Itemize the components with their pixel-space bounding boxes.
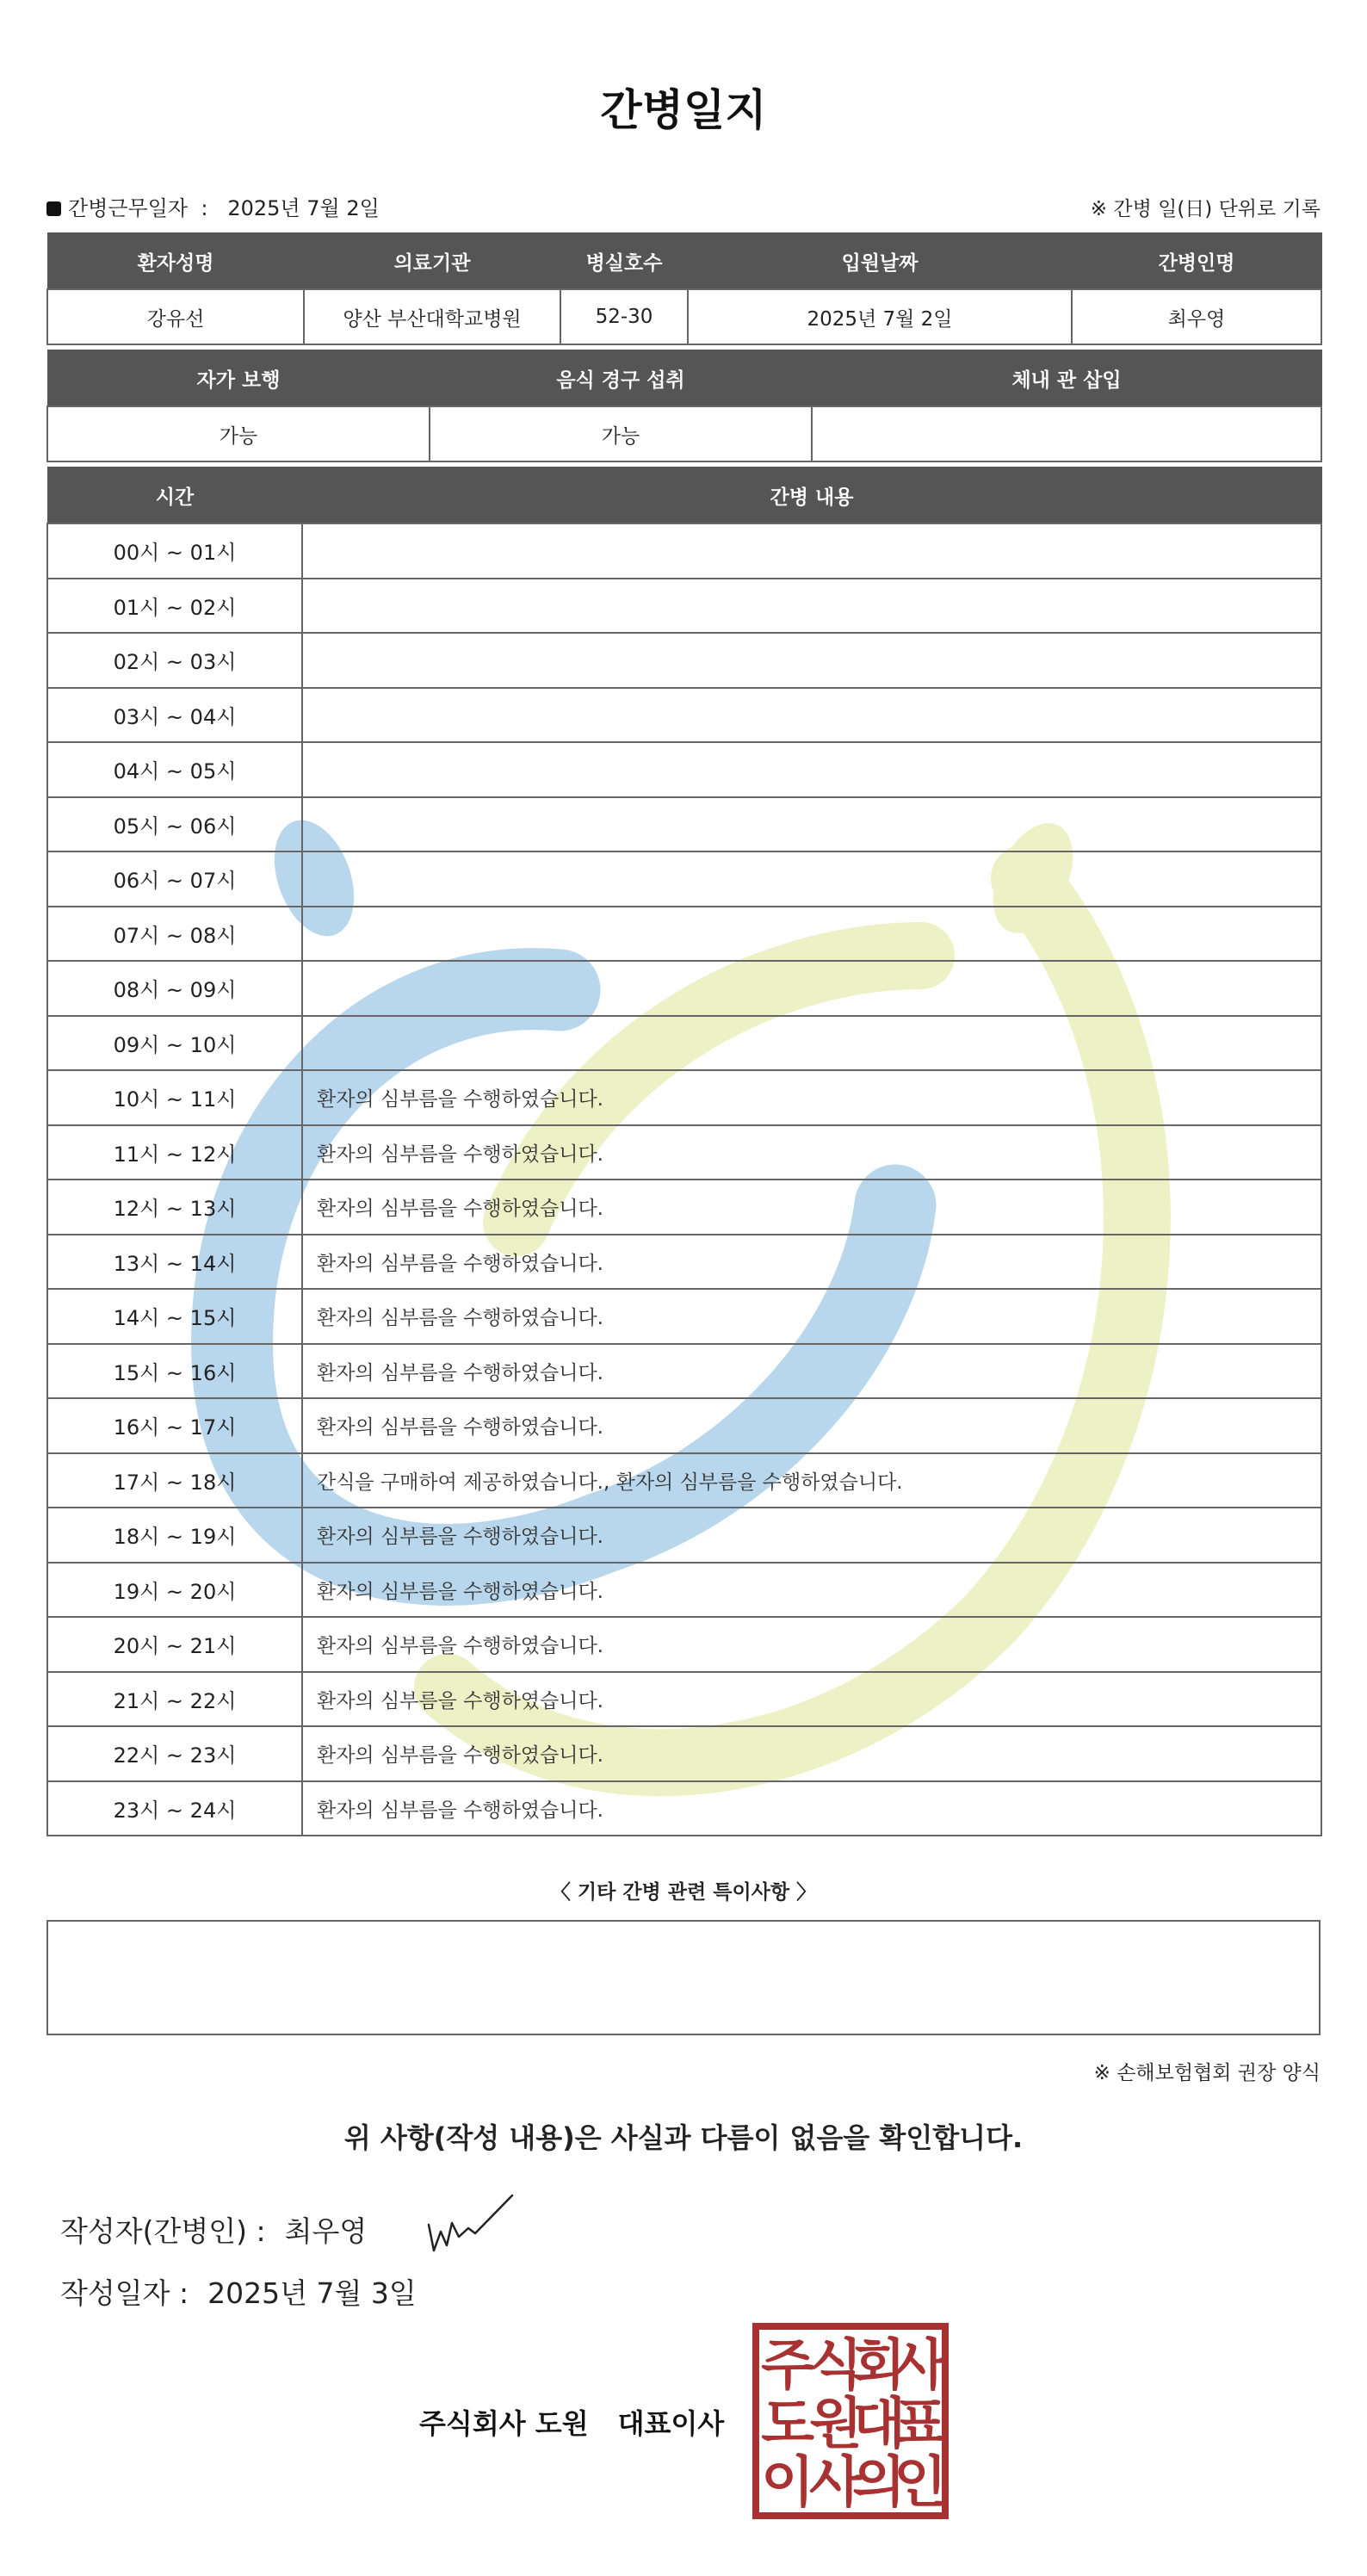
time-cell: 10시 ~ 11시 [47, 1070, 302, 1125]
special-notes-box [46, 1920, 1321, 2035]
work-date-separator: : [201, 196, 208, 220]
header-room-number: 병실호수 [560, 233, 688, 290]
svg-text:사: 사 [809, 2451, 863, 2515]
author-line [60, 2209, 367, 2250]
schedule-row [47, 1289, 1321, 1344]
schedule-header-row [47, 468, 1321, 524]
time-cell: 01시 ~ 02시 [47, 579, 302, 634]
time-cell: 03시 ~ 04시 [47, 688, 302, 743]
tube-insertion-value [812, 406, 1321, 461]
schedule-row [47, 1617, 1321, 1672]
care-content-cell: 환자의 심부름을 수행하였습니다. [302, 1289, 1321, 1344]
time-cell: 00시 ~ 01시 [47, 523, 302, 579]
oral-intake-value: 가능 [430, 406, 812, 461]
schedule-row [47, 1672, 1321, 1727]
company-name: 주식회사 도원 [419, 2407, 589, 2440]
work-date-label: 간병근무일자 [68, 196, 189, 220]
care-content-cell: 환자의 심부름을 수행하였습니다. [302, 1726, 1321, 1781]
schedule-row [47, 1563, 1321, 1618]
svg-text:표: 표 [894, 2393, 947, 2456]
patient-info-header-row [47, 233, 1321, 290]
work-date-line [46, 191, 380, 221]
care-content-cell: 환자의 심부름을 수행하였습니다. [302, 1235, 1321, 1290]
svg-text:의: 의 [852, 2451, 906, 2515]
care-content-cell [302, 742, 1321, 797]
company-title: 대표이사 [617, 2407, 725, 2440]
care-content-cell: 환자의 심부름을 수행하였습니다. [302, 1070, 1321, 1125]
svg-text:회: 회 [852, 2334, 906, 2398]
schedule-row [47, 797, 1321, 852]
schedule-row [47, 1344, 1321, 1399]
header-hospital: 의료기관 [304, 233, 560, 290]
care-content-cell: 환자의 심부름을 수행하였습니다. [302, 1180, 1321, 1235]
svg-text:인: 인 [894, 2451, 947, 2515]
time-cell: 20시 ~ 21시 [47, 1617, 302, 1672]
care-content-cell: 환자의 심부름을 수행하였습니다. [302, 1125, 1321, 1180]
care-content-cell: 환자의 심부름을 수행하였습니다. [302, 1563, 1321, 1618]
schedule-row [47, 1398, 1321, 1453]
company-seal [752, 2322, 949, 2520]
page-title: 간병일지 [600, 85, 767, 135]
schedule-row [47, 1508, 1321, 1563]
care-content-cell: 환자의 심부름을 수행하였습니다. [302, 1617, 1321, 1672]
header-care-content: 간병 내용 [302, 468, 1321, 524]
schedule-row [47, 1726, 1321, 1781]
svg-text:주: 주 [761, 2334, 814, 2398]
care-content-cell: 간식을 구매하여 제공하였습니다., 환자의 심부름을 수행하였습니다. [302, 1453, 1321, 1508]
schedule-row [47, 1235, 1321, 1290]
header-admission-date: 입원날짜 [688, 233, 1072, 290]
schedule-row [47, 579, 1321, 634]
author-name: 최우영 [284, 2214, 368, 2248]
schedule-row [47, 1016, 1321, 1071]
schedule-row [47, 688, 1321, 743]
time-cell: 02시 ~ 03시 [47, 633, 302, 688]
care-content-cell: 환자의 심부름을 수행하였습니다. [302, 1781, 1321, 1836]
care-content-cell [302, 688, 1321, 743]
work-date-value: 2025년 7월 2일 [227, 196, 380, 220]
ability-value-row [47, 406, 1321, 461]
header-oral-intake: 음식 경구 섭취 [430, 350, 812, 407]
self-walking-value: 가능 [47, 406, 430, 461]
recommendation-note: ※ 손해보험협회 권장 양식 [1093, 2062, 1321, 2084]
written-date-line [60, 2271, 417, 2312]
time-cell: 22시 ~ 23시 [47, 1726, 302, 1781]
time-cell: 13시 ~ 14시 [47, 1235, 302, 1290]
confirmation-statement: 위 사항(작성 내용)은 사실과 다름이 없음을 확인합니다. [343, 2121, 1024, 2154]
schedule-row [47, 633, 1321, 688]
time-cell: 07시 ~ 08시 [47, 907, 302, 962]
time-cell: 18시 ~ 19시 [47, 1508, 302, 1563]
company-signature-line [419, 2402, 724, 2442]
time-cell: 12시 ~ 13시 [47, 1180, 302, 1235]
care-content-cell [302, 797, 1321, 852]
patient-name-value: 강유선 [47, 289, 304, 344]
svg-text:대: 대 [852, 2393, 906, 2456]
svg-text:이: 이 [761, 2451, 814, 2515]
hospital-value: 양산 부산대학교병원 [304, 289, 560, 344]
special-notes-heading: 〈 기타 간병 관련 특이사항 〉 [550, 1881, 817, 1904]
care-content-cell [302, 961, 1321, 1016]
square-bullet-icon [46, 201, 61, 216]
patient-info-table [46, 232, 1322, 345]
unit-note: ※ 간병 일(日) 단위로 기록 [1090, 198, 1321, 220]
time-cell: 21시 ~ 22시 [47, 1672, 302, 1727]
svg-text:원: 원 [809, 2393, 863, 2456]
author-label: 작성자(간병인) : [60, 2214, 266, 2248]
time-cell: 09시 ~ 10시 [47, 1016, 302, 1071]
care-content-cell [302, 907, 1321, 962]
schedule-row [47, 1781, 1321, 1836]
schedule-row [47, 1070, 1321, 1125]
svg-text:식: 식 [809, 2334, 863, 2398]
time-cell: 11시 ~ 12시 [47, 1125, 302, 1180]
care-content-cell [302, 851, 1321, 907]
header-caregiver-name: 간병인명 [1072, 233, 1321, 290]
time-cell: 04시 ~ 05시 [47, 742, 302, 797]
schedule-row [47, 1180, 1321, 1235]
patient-info-value-row [47, 289, 1321, 344]
care-content-cell: 환자의 심부름을 수행하였습니다. [302, 1344, 1321, 1399]
care-content-cell [302, 523, 1321, 579]
schedule-row [47, 851, 1321, 907]
header-tube-insertion: 체내 관 삽입 [812, 350, 1321, 407]
header-self-walking: 자가 보행 [47, 350, 430, 407]
care-content-cell: 환자의 심부름을 수행하였습니다. [302, 1672, 1321, 1727]
time-cell: 23시 ~ 24시 [47, 1781, 302, 1836]
time-cell: 16시 ~ 17시 [47, 1398, 302, 1453]
care-content-cell [302, 579, 1321, 634]
schedule-row [47, 523, 1321, 579]
care-content-cell: 환자의 심부름을 수행하였습니다. [302, 1398, 1321, 1453]
care-content-cell: 환자의 심부름을 수행하였습니다. [302, 1508, 1321, 1563]
handwritten-signature [424, 2192, 518, 2261]
svg-text:도: 도 [761, 2393, 814, 2456]
care-content-cell [302, 633, 1321, 688]
time-cell: 15시 ~ 16시 [47, 1344, 302, 1399]
care-content-cell [302, 1016, 1321, 1071]
ability-header-row [47, 350, 1321, 407]
header-patient-name: 환자성명 [47, 233, 304, 290]
header-time: 시간 [47, 468, 302, 524]
admission-date-value: 2025년 7월 2일 [688, 289, 1072, 344]
schedule-row [47, 1453, 1321, 1508]
time-cell: 17시 ~ 18시 [47, 1453, 302, 1508]
time-cell: 05시 ~ 06시 [47, 797, 302, 852]
time-cell: 19시 ~ 20시 [47, 1563, 302, 1618]
time-cell: 08시 ~ 09시 [47, 961, 302, 1016]
time-cell: 06시 ~ 07시 [47, 851, 302, 907]
care-schedule-table [46, 467, 1322, 1836]
room-number-value: 52-30 [560, 289, 688, 344]
written-date-value: 2025년 7월 3일 [207, 2276, 417, 2310]
written-date-label: 작성일자 : [60, 2276, 189, 2310]
schedule-row [47, 961, 1321, 1016]
schedule-row [47, 742, 1321, 797]
svg-text:사: 사 [894, 2334, 947, 2398]
patient-ability-table [46, 350, 1322, 462]
time-cell: 14시 ~ 15시 [47, 1289, 302, 1344]
caregiver-name-value: 최우영 [1072, 289, 1321, 344]
schedule-row [47, 1125, 1321, 1180]
schedule-row [47, 907, 1321, 962]
